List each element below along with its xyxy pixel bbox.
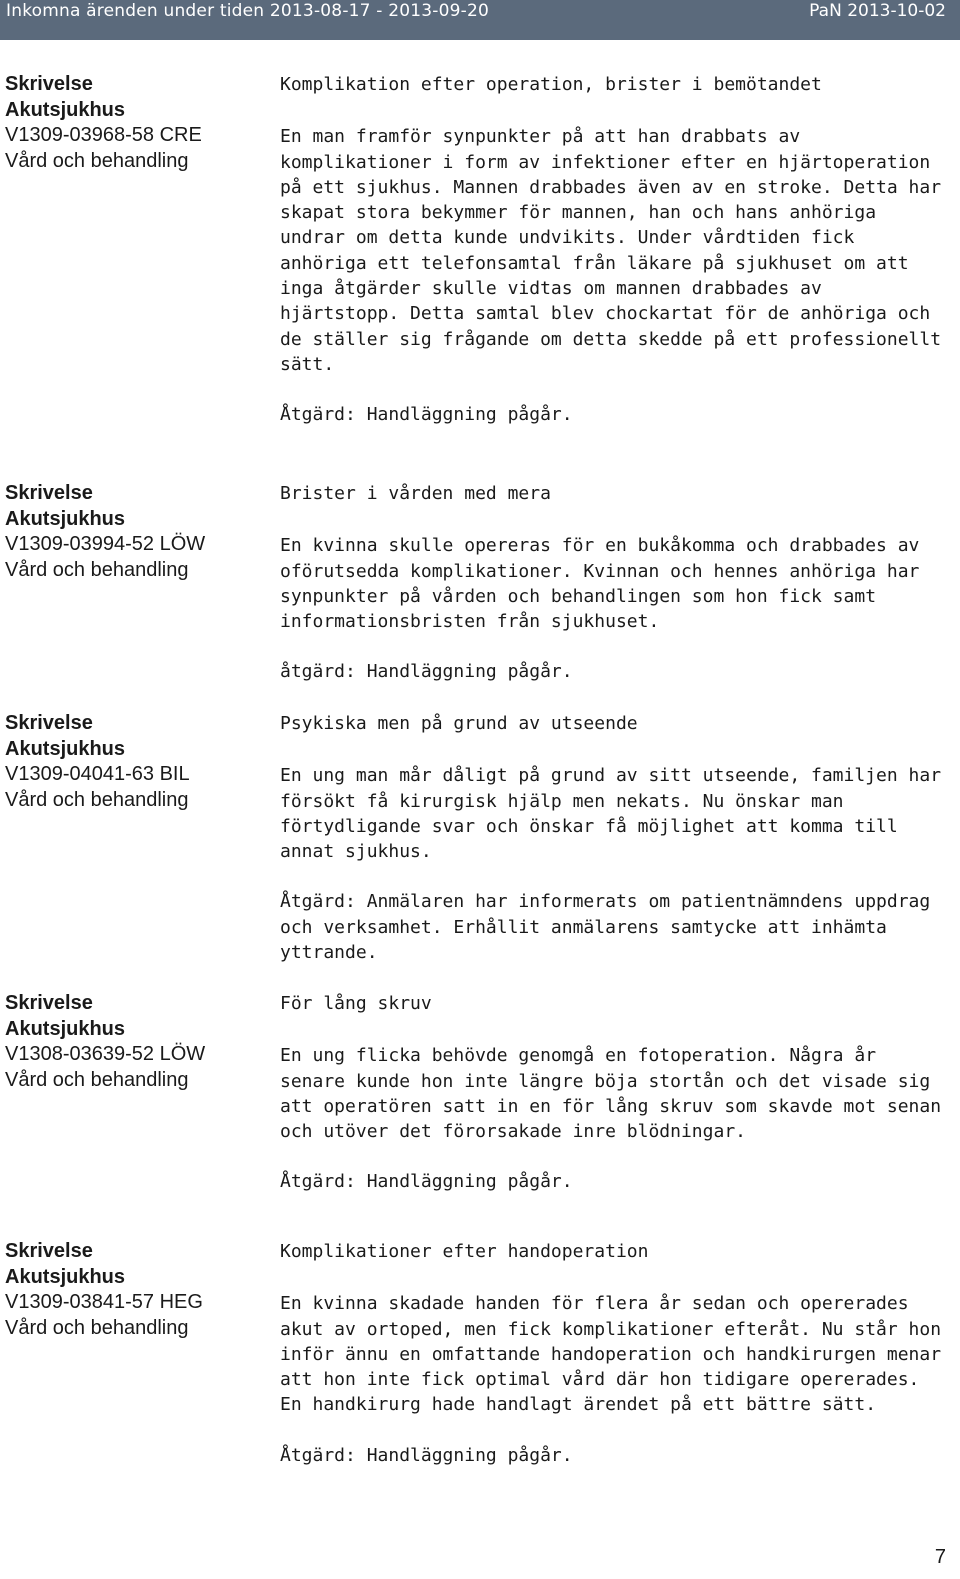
case-action: Åtgärd: Handläggning pågår. (280, 1444, 573, 1466)
case-meta (5, 711, 265, 813)
case-unit: Akutsjukhus (5, 737, 126, 760)
case-body: En kvinna skadade handen för flera år sedan och opererades akut av ortoped, men fick komplikationer efteråt. Nu står hon inför ännu en omfattande handoperation och handkirurgen menar att hon inte fick optimal vård där hon tidigare opererades. En handkirurg hade handlagt ärendet på ett bättre sätt. (280, 1293, 942, 1416)
case-category: Vård och behandling (5, 558, 189, 581)
case-type: Skrivelse (5, 992, 93, 1014)
case-type: Skrivelse (5, 482, 93, 504)
case-body: En ung flicka behövde genomgå en fotoperation. Några år senare kunde hon inte längre böja stortån och det visade sig att operatören satt in en för lång skruv som skavde mot senan och utöver det förorsakade inre blödningar. (280, 1045, 942, 1143)
case-content (280, 991, 950, 1195)
case-category: Vård och behandling (5, 1316, 189, 1339)
case-subject: Brister i vården med mera (280, 483, 551, 504)
case-action: Åtgärd: Handläggning pågår. (280, 404, 573, 426)
case-category: Vård och behandling (5, 149, 189, 172)
case-category: Vård och behandling (5, 1068, 189, 1091)
case-type: Skrivelse (5, 73, 93, 95)
case-type: Skrivelse (5, 1240, 93, 1262)
case-id: V1308-03639-52 LÖW (5, 1043, 206, 1065)
case-meta (5, 1239, 265, 1341)
case-unit: Akutsjukhus (5, 1265, 126, 1288)
case-action: åtgärd: Handläggning pågår. (280, 661, 573, 683)
header-stamp: PaN 2013-10-02 (809, 1, 946, 21)
page-number: 7 (934, 1546, 946, 1568)
case-action: Åtgärd: Anmälaren har informerats om patientnämndens uppdrag och verksamhet. Erhållit anmälarens samtycke att inhämta yttrande. (280, 891, 931, 964)
case-subject: Psykiska men på grund av utseende (280, 713, 638, 734)
case-category: Vård och behandling (5, 788, 189, 811)
case-body: En kvinna skulle opereras för en bukåkomma och drabbades av oförutsedda komplikationer. Kvinnan och hennes anhöriga har synpunkter på vården och behandlingen som hon fick samt informationsbristen från sjukhuset. (280, 535, 920, 633)
case-id: V1309-03841-57 HEG (5, 1291, 203, 1313)
case-body: En ung man mår dåligt på grund av sitt utseende, familjen har försökt få kirurgisk hjälp men nekats. Nu önskar man förtydligande svar och önskar få möjlighet att komma till annat sjukhus. (280, 765, 942, 863)
case-meta (5, 481, 265, 583)
case-content (280, 711, 950, 965)
case-type: Skrivelse (5, 712, 93, 734)
case-id: V1309-03994-52 LÖW (5, 533, 206, 555)
case-id: V1309-04041-63 BIL (5, 763, 190, 785)
case-unit: Akutsjukhus (5, 507, 126, 530)
case-unit: Akutsjukhus (5, 1017, 126, 1040)
case-subject: Komplikation efter operation, brister i bemötandet (280, 74, 822, 95)
case-content (280, 481, 950, 685)
case-action: Åtgärd: Handläggning pågår. (280, 1171, 573, 1193)
header-title: Inkomna ärenden under tiden 2013-08-17 - 2013-09-20 (6, 1, 490, 21)
case-meta (5, 991, 265, 1093)
page-header (0, 0, 960, 40)
case-content (280, 1239, 950, 1468)
case-body: En man framför synpunkter på att han drabbats av komplikationer i form av infektioner efter en hjärtoperation på ett sjukhus. Mannen drabbades även av en stroke. Detta har skapat stora bekymmer för mannen, han och hans anhöriga undrar om detta kunde undvikits. Under vårdtiden fick anhöriga ett telefonsamtal från läkare på sjukhuset om att inga åtgärder skulle vidtas om mannen drabbades av hjärtstopp. Detta samtal blev chockartat för de anhöriga och de ställer sig frågande om detta skedde på ett professionellt sätt. (280, 126, 942, 375)
case-subject: Komplikationer efter handoperation (280, 1241, 649, 1262)
case-content (280, 72, 950, 428)
case-meta (5, 72, 265, 174)
case-id: V1309-03968-58 CRE (5, 124, 202, 146)
case-subject: För lång skruv (280, 993, 432, 1014)
case-unit: Akutsjukhus (5, 98, 126, 121)
